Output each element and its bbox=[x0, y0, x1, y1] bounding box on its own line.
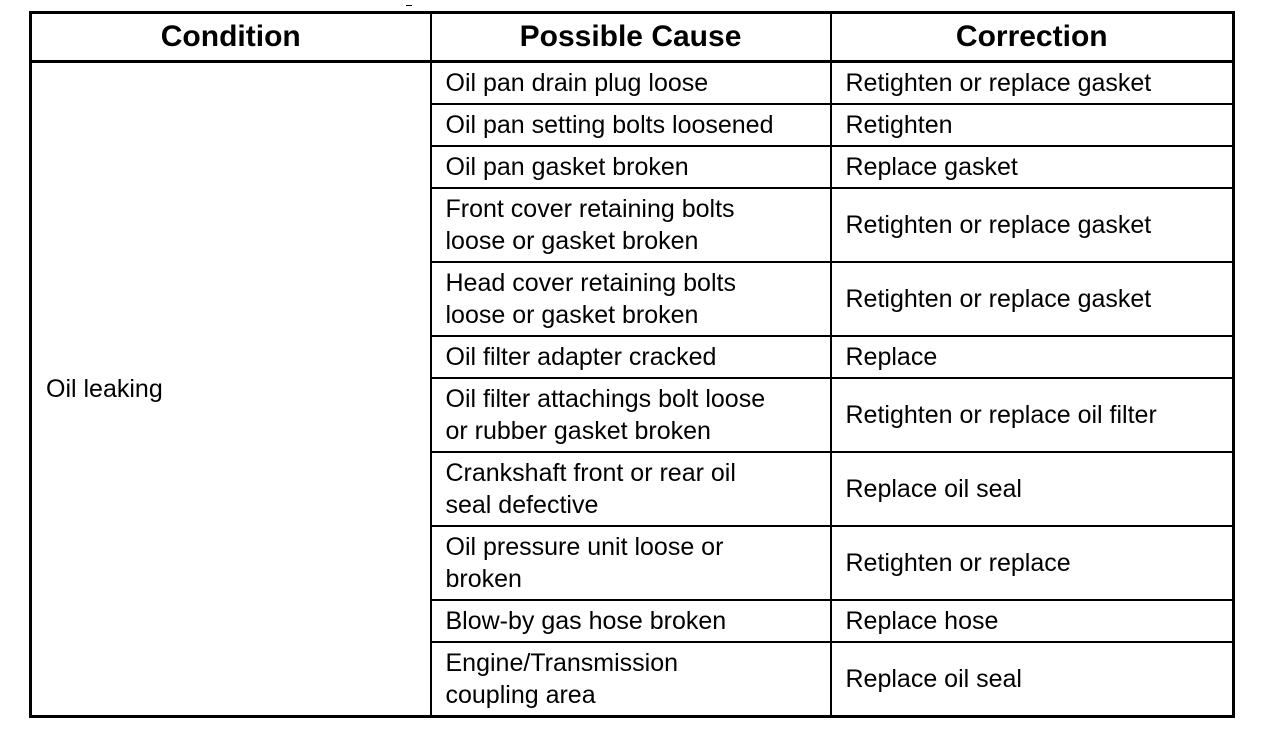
troubleshooting-table bbox=[29, 11, 1235, 718]
correction-cell: Replace oil seal bbox=[831, 452, 1234, 526]
header-correction: Correction bbox=[831, 13, 1234, 62]
correction-cell: Retighten bbox=[831, 104, 1234, 146]
cause-cell: Oil pan setting bolts loosened bbox=[431, 104, 831, 146]
table-row bbox=[31, 62, 1234, 105]
correction-cell: Replace gasket bbox=[831, 146, 1234, 188]
correction-cell: Retighten or replace gasket bbox=[831, 262, 1234, 336]
correction-cell: Retighten or replace oil filter bbox=[831, 378, 1234, 452]
header-condition: Condition bbox=[31, 13, 431, 62]
correction-cell: Retighten or replace bbox=[831, 526, 1234, 600]
cause-cell: Oil pan gasket broken bbox=[431, 146, 831, 188]
correction-cell: Retighten or replace gasket bbox=[831, 188, 1234, 262]
cause-cell: Front cover retaining bolts loose or gasket broken bbox=[431, 188, 831, 262]
cause-cell: Oil pressure unit loose or broken bbox=[431, 526, 831, 600]
condition-cell: Oil leaking bbox=[31, 62, 431, 717]
correction-cell: Replace bbox=[831, 336, 1234, 378]
cause-cell: Crankshaft front or rear oil seal defective bbox=[431, 452, 831, 526]
cause-cell: Blow-by gas hose broken bbox=[431, 600, 831, 642]
cause-cell: Oil filter attachings bolt loose or rubber gasket broken bbox=[431, 378, 831, 452]
stray-mark bbox=[406, 5, 412, 6]
cause-cell: Head cover retaining bolts loose or gasket broken bbox=[431, 262, 831, 336]
cause-cell: Oil filter adapter cracked bbox=[431, 336, 831, 378]
cause-cell: Oil pan drain plug loose bbox=[431, 62, 831, 105]
correction-cell: Replace hose bbox=[831, 600, 1234, 642]
correction-cell: Retighten or replace gasket bbox=[831, 62, 1234, 105]
header-row bbox=[31, 13, 1234, 62]
header-possible-cause: Possible Cause bbox=[431, 13, 831, 62]
correction-cell: Replace oil seal bbox=[831, 642, 1234, 717]
cause-cell: Engine/Transmission coupling area bbox=[431, 642, 831, 717]
